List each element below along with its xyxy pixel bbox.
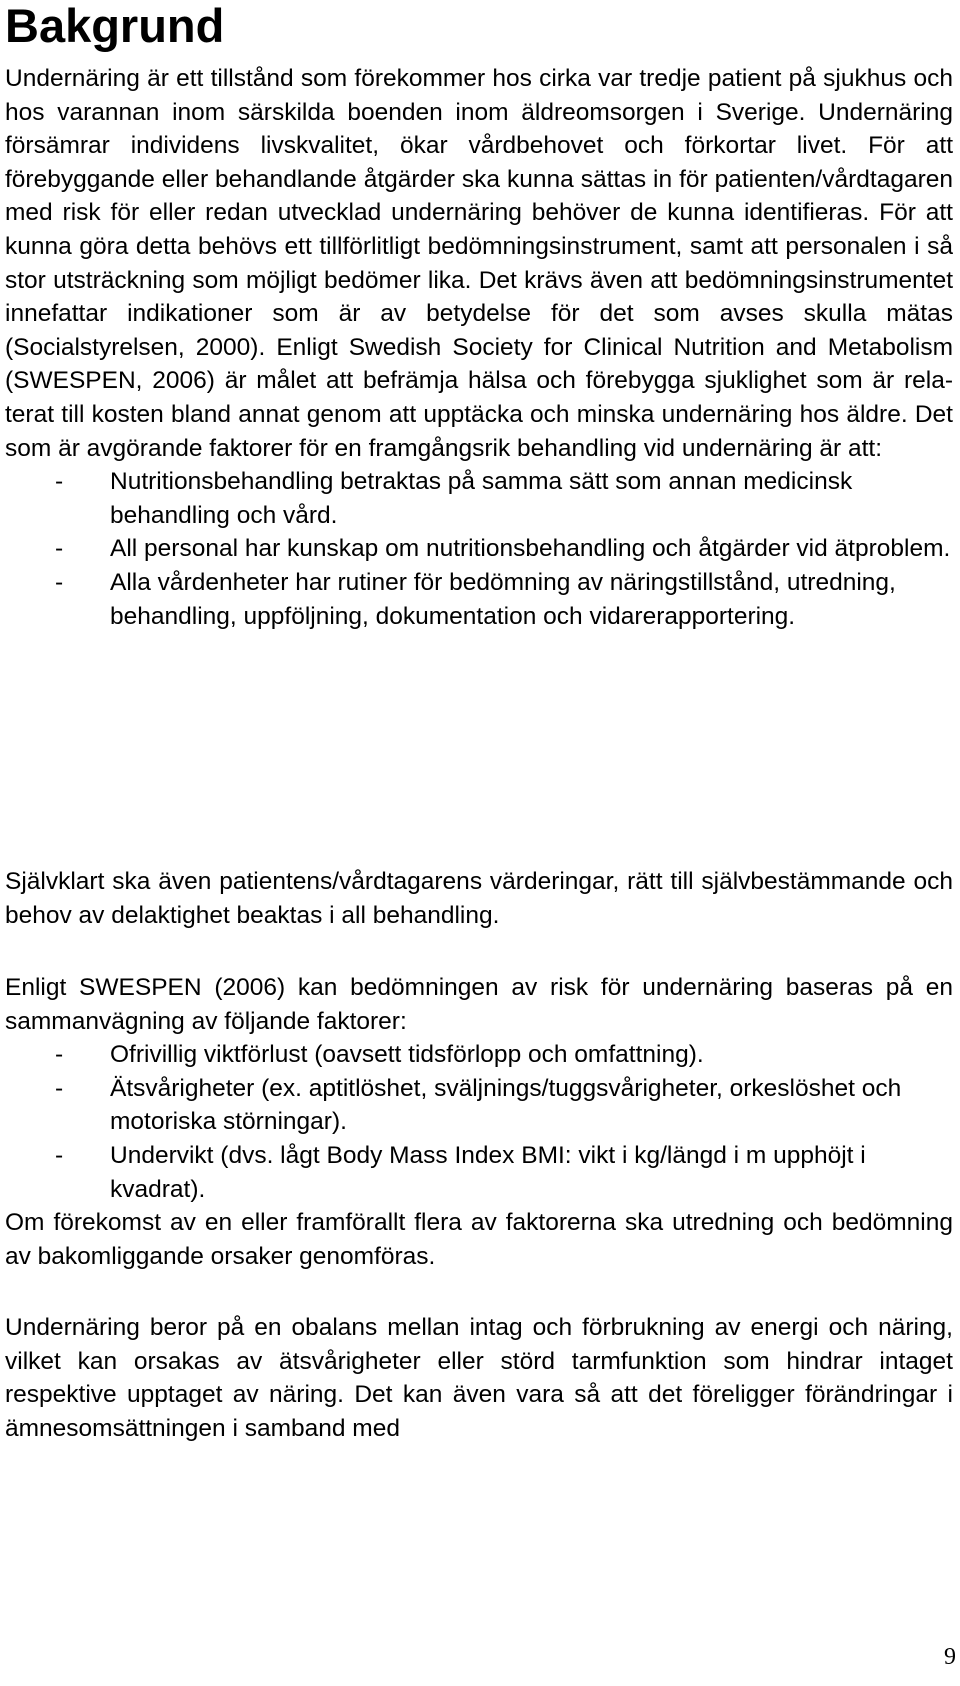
list-item (5, 566, 953, 633)
list-item (5, 532, 953, 566)
paragraph: Självklart ska även patientens/vårdtagarens värderingar, rätt till självbestämmande och behov av delaktighet beaktas i all behandling. (5, 868, 953, 929)
list-dash: - (55, 1141, 64, 1169)
list-item-text: Ätsvårigheter (ex. aptitlöshet, sväljnings/tuggsvårigheter, orkeslöshet och motoriska störningar). (110, 1074, 902, 1136)
paragraph: Enligt SWESPEN (2006) kan bedömningen av risk för undernäring baseras på en sammanvägning av följande faktorer: (5, 974, 953, 1035)
success-factors-list (5, 465, 953, 633)
list-item-text: Ofrivillig viktförlust (oavsett tidsförlopp och omfattning). (110, 1041, 704, 1069)
list-item (5, 1072, 953, 1139)
section-risk-assessment (5, 971, 953, 1273)
list-item-text: Nutritionsbehandling betraktas på samma sätt som annan medicinsk behandling och vård. (110, 468, 853, 529)
list-dash: - (55, 468, 64, 496)
page-heading: Bakgrund (5, 0, 225, 52)
list-dash: - (55, 535, 64, 563)
list-item (5, 1139, 953, 1206)
list-item-text: All personal har kunskap om nutritionsbehandling och åtgärder vid ätproblem. (110, 535, 951, 563)
list-item (5, 1038, 953, 1072)
list-item (5, 465, 953, 532)
paragraph: Undernäring är ett tillstånd som förekommer hos cirka var tredje patient på sjukhus och hos varannan inom särskilda boenden inom äldreomsorgen i Sverige. Undernäring försämrar individens livskvalitet, ökar vårdbehovet och förkortar livet. För att förebyggande eller behandlande åtgärder ska kunna sättas in för patienten/vårdtagaren med risk för eller redan utvecklad undernäring behöver de kunna identifieras. För att kunna göra detta behövs ett tillförlitligt bedömningsinstrument, samt att personalen i så stor utsträckning som möjligt bedömer lika. Det krävs även att bedömningsinstrumentet innefattar indikationer som är av betydelse för det som avses skulla mätas (Socialstyrelsen, 2000). Enligt Swedish Society for Clinical Nutrition and Metabolism (SWESPEN, 2006) är målet att befrämja hälsa och förebygga sjuklighet som är relaterat till kosten bland annat genom att upptäcka och minska undernäring hos äldre. Det som är avgörande faktorer för en framgångsrik behandling vid undernäring är att: (5, 65, 953, 462)
paragraph: Undernäring beror på en obalans mellan intag och förbrukning av energi och näring, vilket kan orsakas av ätsvårigheter eller störd tarmfunktion som hindrar intaget respektive upptaget av näring. Det kan även vara så att det föreligger förändringar i ämnesomsättningen i samband med (5, 1314, 953, 1442)
list-dash: - (55, 1041, 64, 1069)
section-causes (5, 1311, 953, 1445)
paragraph: Om förekomst av en eller framförallt flera av faktorerna ska utredning och bedömning av bakomliggande orsaker genomföras. (5, 1209, 953, 1270)
risk-factors-list (5, 1038, 953, 1206)
section-background (5, 62, 953, 633)
page-number: 9 (944, 1644, 956, 1670)
list-item-text: Undervikt (dvs. lågt Body Mass Index BMI: vikt i kg/längd i m upphöjt i kvadrat). (110, 1141, 866, 1203)
list-dash: - (55, 568, 64, 596)
section-self-determination (5, 865, 953, 932)
list-dash: - (55, 1074, 64, 1102)
list-item-text: Alla vårdenheter har rutiner för bedömning av näringstillstånd, utredning, behandling, uppföljning, dokumentation och vidarerapportering. (110, 568, 896, 630)
